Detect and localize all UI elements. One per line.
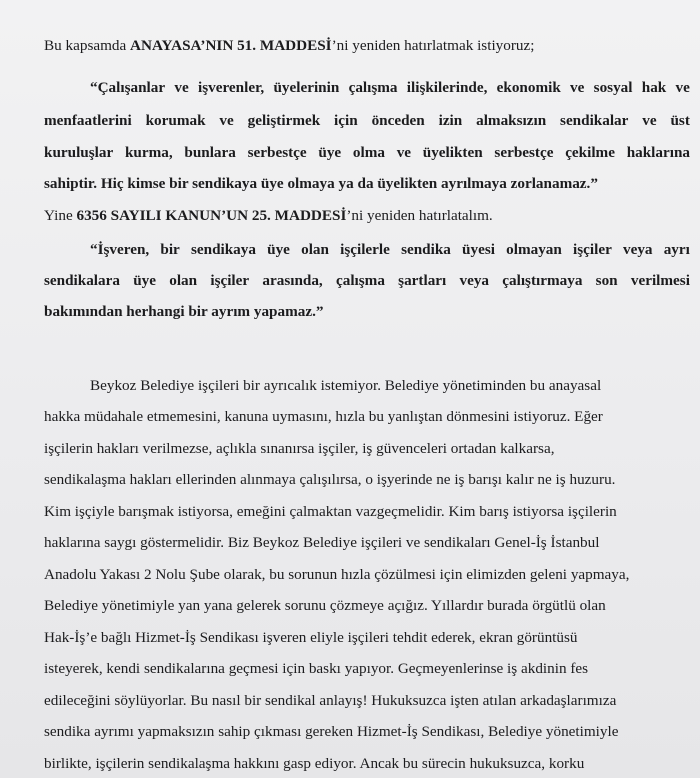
body-line xyxy=(44,565,629,585)
word: bunlara xyxy=(184,144,236,161)
quote1-line xyxy=(44,111,690,131)
intro2-text-before: Yine xyxy=(44,207,77,224)
quote1-text: sahiptir. Hiç kimse bir sendikaya üye olmaya ya da üyelikten ayrılmaya zorlanamaz.” xyxy=(44,175,598,192)
body-text: işçilerin hakları verilmezse, açlıkla sınanırsa işçiler, iş güvenceleri ortadan kalkarsa, xyxy=(44,440,555,457)
word: veya xyxy=(459,272,490,289)
body-line xyxy=(44,659,588,679)
word: serbestçe xyxy=(494,144,554,161)
word: işçiler xyxy=(210,272,250,289)
body-text: birlikte, işçilerin sendikalaşma hakkını gasp ediyor. Ancak bu sürecin hukuksuzca, korku xyxy=(44,755,585,772)
word: ekonomik xyxy=(496,79,561,96)
body-text: sendikalaşma hakları ellerinden alınmaya çalışılırsa, o işyerinde ne iş barışı kalır ne iş huzuru. xyxy=(44,471,616,488)
word: son xyxy=(595,272,618,289)
word: geliştirmek xyxy=(247,112,321,129)
quote1-text xyxy=(90,78,690,98)
body-text: Hak-İş’e bağlı Hizmet-İş Sendikası işveren eliyle işçileri tehdit ederek, ekran görüntüsü xyxy=(44,629,578,646)
word: arasında, xyxy=(262,272,323,289)
body-line xyxy=(44,407,603,427)
body-line xyxy=(90,376,601,396)
intro2-text-after: ’ni yeniden hatırlatalım. xyxy=(346,207,493,224)
quote1-line xyxy=(44,174,598,194)
word: veya xyxy=(622,241,653,258)
body-line xyxy=(44,596,606,616)
quote1-line xyxy=(90,78,690,98)
word: hak xyxy=(641,79,667,96)
body-line xyxy=(44,691,616,711)
word: ve xyxy=(174,79,189,96)
quote2-text: bakımından herhangi bir ayrım yapamaz.” xyxy=(44,303,324,320)
word: üst xyxy=(670,112,690,129)
word: kuruluşlar xyxy=(44,144,114,161)
body-line xyxy=(44,439,555,459)
word: ve xyxy=(642,112,657,129)
quote1-text xyxy=(44,111,690,131)
word: serbestçe xyxy=(247,144,307,161)
quote2-text xyxy=(44,271,690,291)
body-text: edileceğini söylüyorlar. Bu nasıl bir sendikal anlayış! Hukuksuzca işten atılan arkadaşlarımıza xyxy=(44,692,617,709)
quote1-line xyxy=(44,143,690,163)
word: bir xyxy=(160,241,180,258)
word: olmayan xyxy=(506,241,562,258)
word: ve xyxy=(396,144,412,161)
word: üye xyxy=(133,272,156,289)
word: almaksızın xyxy=(476,112,547,129)
quote1-text xyxy=(44,143,690,163)
word: olan xyxy=(169,272,198,289)
body-line xyxy=(44,628,578,648)
word: üyelerinin xyxy=(273,79,340,96)
word: “İşveren, xyxy=(90,241,150,258)
body-text: haklarına saygı göstermelidir. Biz Beykoz Belediye işçileri ve sendikaları Genel-İş İstanbul xyxy=(44,534,600,551)
word: işçiler xyxy=(573,241,612,258)
word: için xyxy=(334,112,358,129)
word: üyesi xyxy=(462,241,495,258)
word: sosyal xyxy=(593,79,633,96)
word: çalıştırmaya xyxy=(502,272,583,289)
intro-text-after: ’ni yeniden hatırlatmak istiyoruz; xyxy=(331,37,535,54)
body-text: Belediye yönetimiyle yan yana gelerek sorunu çözmeye açığız. Yıllardır burada örgütlü olan xyxy=(44,597,606,614)
word: sendikaya xyxy=(190,241,256,258)
word: “Çalışanlar xyxy=(90,79,166,96)
word: korumak xyxy=(145,112,206,129)
word: ilişkilerinde, xyxy=(406,79,488,96)
body-text: Beykoz Belediye işçileri bir ayrıcalık istemiyor. Belediye yönetiminden bu anayasal xyxy=(90,377,602,394)
intro-line-law xyxy=(44,206,493,226)
word: çekilme xyxy=(565,144,615,161)
body-text: Kim işçiyle barışmak istiyorsa, emeğini çalmaktan vazgeçmelidir. Kim barış istiyorsa işçilerin xyxy=(44,503,617,520)
body-text: hakka müdahale etmemesini, kanuna uymasını, hızla bu yanlıştan dönmesini istiyoruz. Eğer xyxy=(44,408,603,425)
body-text: sendika ayrımı yapmaksızın sahip çıkması gereken Hizmet-İş Sendikası, Belediye yönetimiyle xyxy=(44,723,619,740)
word: menfaatlerini xyxy=(44,112,132,129)
quote2-line xyxy=(90,240,690,260)
word: izin xyxy=(438,112,463,129)
intro2-article-reference: 6356 SAYILI KANUN’UN 25. MADDESİ xyxy=(76,207,347,224)
word: işverenler, xyxy=(197,79,265,96)
word: sendikalara xyxy=(44,272,120,289)
word: işçilerle xyxy=(340,241,390,258)
word: ve xyxy=(219,112,234,129)
word: haklarına xyxy=(626,144,690,161)
body-line xyxy=(44,754,584,774)
body-line xyxy=(44,722,618,742)
intro-text-before: Bu kapsamda xyxy=(44,37,131,54)
word: sendikalar xyxy=(560,112,629,129)
word: olma xyxy=(352,144,385,161)
quote2-line xyxy=(44,271,690,291)
body-text: isteyerek, kendi sendikalarına geçmesi için baskı yapıyor. Geçmeyenlerinse iş akdinin fes xyxy=(44,660,589,677)
word: üyelikten xyxy=(422,144,483,161)
body-line xyxy=(44,470,615,490)
word: ve xyxy=(675,79,690,96)
body-line xyxy=(44,502,617,522)
word: ayrı xyxy=(663,241,690,258)
quote2-text xyxy=(90,240,690,260)
intro-article-reference: ANAYASA’NIN 51. MADDESİ xyxy=(130,37,332,54)
word: ve xyxy=(570,79,585,96)
intro-line-constitution xyxy=(44,36,534,56)
word: verilmesi xyxy=(630,272,690,289)
word: olan xyxy=(301,241,329,258)
word: üye xyxy=(267,241,290,258)
quote2-line xyxy=(44,302,323,322)
word: önceden xyxy=(371,112,425,129)
body-line xyxy=(44,533,599,553)
word: üye xyxy=(318,144,342,161)
word: kurma, xyxy=(124,144,173,161)
word: şartları xyxy=(398,272,447,289)
word: çalışma xyxy=(348,79,398,96)
word: çalışma xyxy=(335,272,385,289)
word: sendika xyxy=(401,241,451,258)
body-text: Anadolu Yakası 2 Nolu Şube olarak, bu sorunun hızla çözülmesi için elimizden geleni yapmaya, xyxy=(44,566,630,583)
